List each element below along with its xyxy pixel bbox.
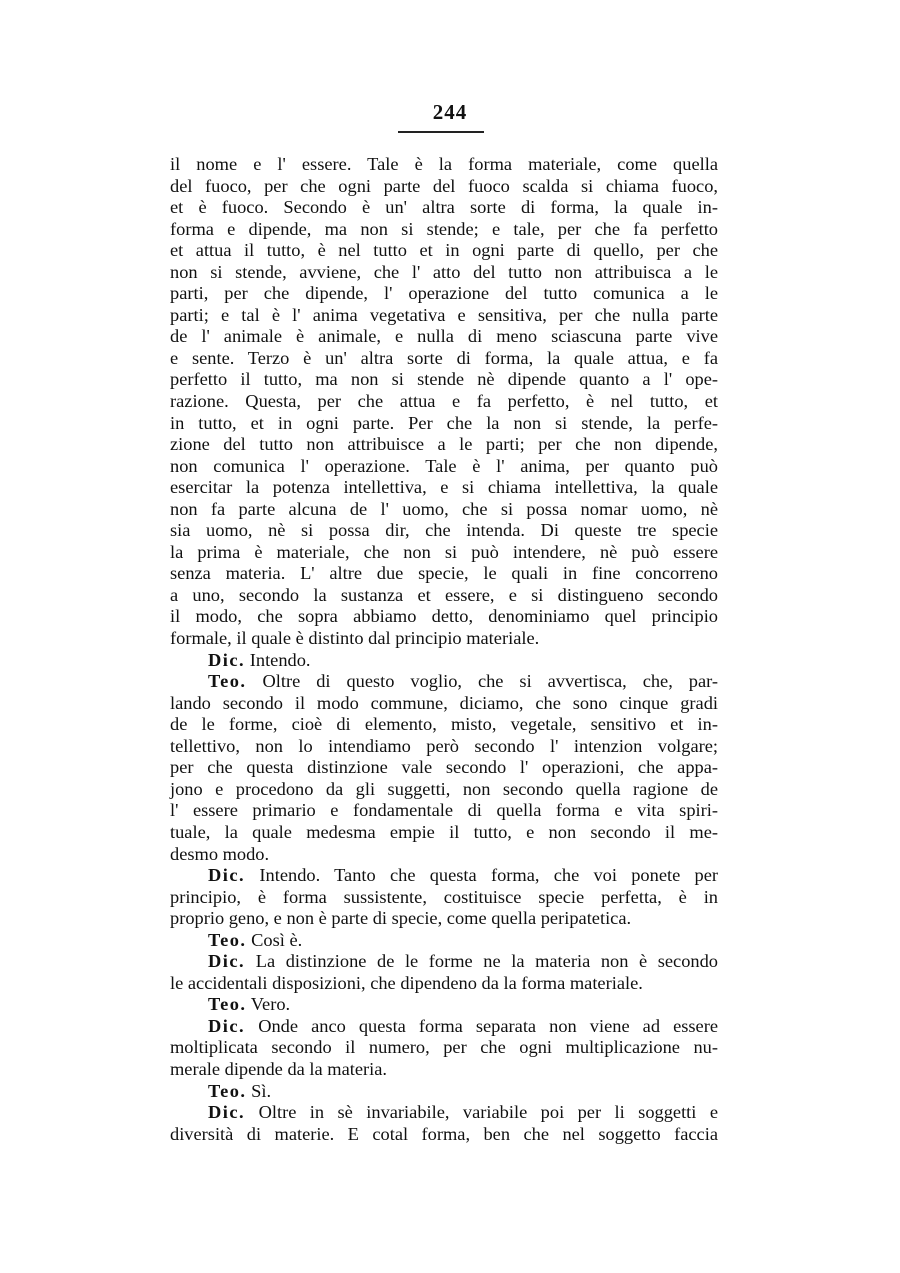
- line-text: il modo, che sopra abbiamo detto, denominiamo quel principio: [170, 606, 718, 627]
- line-text: non si stende, avviene, che l' atto del tutto non attribuisca a le: [170, 261, 718, 282]
- line-text: et attua il tutto, è nel tutto et in ogni parte di quello, per che: [170, 240, 718, 261]
- text-line: [170, 1124, 718, 1146]
- page-number-rule: [398, 131, 484, 133]
- text-line: [170, 413, 718, 435]
- text-line: [170, 800, 718, 822]
- line-text: parti, per che dipende, l' operazione del tutto comunica a le: [170, 283, 718, 304]
- text-line: [170, 391, 718, 413]
- text-line: [170, 326, 718, 348]
- text-line: [170, 434, 718, 456]
- text-line: [170, 477, 718, 499]
- line-text: tuale, la quale medesma empie il tutto, e non secondo il me-: [170, 821, 718, 842]
- text-line: [170, 671, 718, 693]
- speaker-label: Dic.: [208, 1102, 246, 1123]
- text-line: [170, 369, 718, 391]
- line-text: Onde anco questa forma separata non viene ad essere: [245, 1015, 718, 1036]
- text-line: [170, 585, 718, 607]
- line-text: Così è.: [246, 929, 303, 950]
- text-line: [170, 693, 718, 715]
- line-text: per che questa distinzione vale secondo l' operazioni, che appa-: [170, 757, 718, 778]
- text-line: [170, 887, 718, 909]
- text-line: [170, 1037, 718, 1059]
- speaker-label: Dic.: [208, 1015, 246, 1036]
- text-line: [170, 348, 718, 370]
- line-text: Vero.: [246, 994, 291, 1015]
- text-line: [170, 1059, 718, 1081]
- text-line: [170, 994, 718, 1016]
- line-text: desmo modo.: [170, 843, 270, 864]
- text-line: [170, 154, 718, 176]
- line-text: a uno, secondo la sustanza et essere, e si distingueno secondo: [170, 584, 718, 605]
- line-text: non fa parte alcuna de l' uomo, che si possa nomar uomo, nè: [170, 498, 718, 519]
- line-text: La distinzione de le forme ne la materia non è secondo: [245, 951, 718, 972]
- line-text: moltiplicata secondo il numero, per che ogni multiplicazione nu-: [170, 1037, 718, 1058]
- text-line: [170, 262, 718, 284]
- text-line: [170, 1102, 718, 1124]
- line-text: parti; e tal è l' anima vegetativa e sensitiva, per che nulla parte: [170, 304, 718, 325]
- line-text: Intendo. Tanto che questa forma, che voi ponete per: [245, 865, 718, 886]
- text-line: [170, 908, 718, 930]
- text-line: [170, 779, 718, 801]
- text-line: [170, 951, 718, 973]
- line-text: in tutto, et in ogni parte. Per che la non si stende, la perfe-: [170, 412, 718, 433]
- text-line: [170, 757, 718, 779]
- text-line: [170, 865, 718, 887]
- line-text: Intendo.: [245, 649, 311, 670]
- speaker-label: Teo.: [208, 1080, 247, 1101]
- line-text: perfetto il tutto, ma non si stende nè dipende quanto a l' ope-: [170, 369, 718, 390]
- line-text: sia uomo, nè si possa dir, che intenda. Di queste tre specie: [170, 520, 718, 541]
- line-text: formale, il quale è distinto dal principio materiale.: [170, 628, 540, 649]
- line-text: zione del tutto non attribuisce a le parti; per che non dipende,: [170, 434, 718, 455]
- line-text: principio, è forma sussistente, costituisce specie perfetta, è in: [170, 886, 718, 907]
- speaker-label: Teo.: [208, 929, 247, 950]
- line-text: razione. Questa, per che attua e fa perfetto, è nel tutto, et: [170, 391, 718, 412]
- text-line: [170, 628, 718, 650]
- line-text: diversità di materie. E cotal forma, ben che nel soggetto faccia: [170, 1123, 718, 1144]
- text-line: [170, 844, 718, 866]
- text-line: [170, 714, 718, 736]
- speaker-label: Teo.: [208, 994, 247, 1015]
- line-text: jono e procedono da gli suggetti, non secondo quella ragione de: [170, 778, 718, 799]
- line-text: non comunica l' operazione. Tale è l' anima, per quanto può: [170, 455, 718, 476]
- line-text: et è fuoco. Secondo è un' altra sorte di forma, la quale in-: [170, 197, 718, 218]
- text-line: [170, 1081, 718, 1103]
- line-text: esercitar la potenza intellettiva, e si chiama intellettiva, la quale: [170, 477, 718, 498]
- line-text: merale dipende da la materia.: [170, 1058, 387, 1079]
- text-line: [170, 197, 718, 219]
- text-line: [170, 499, 718, 521]
- line-text: il nome e l' essere. Tale è la forma materiale, come quella: [170, 154, 718, 174]
- line-text: forma e dipende, ma non si stende; e tale, per che fa perfetto: [170, 218, 718, 239]
- line-text: l' essere primario e fondamentale di quella forma e vita spiri-: [170, 800, 718, 821]
- speaker-label: Teo.: [208, 671, 247, 692]
- line-text: proprio geno, e non è parte di specie, come quella peripatetica.: [170, 908, 632, 929]
- speaker-label: Dic.: [208, 951, 246, 972]
- text-line: [170, 305, 718, 327]
- text-line: [170, 219, 718, 241]
- speaker-label: Dic.: [208, 649, 246, 670]
- line-text: lando secondo il modo commune, diciamo, che sono cinque gradi: [170, 692, 718, 713]
- line-text: la prima è materiale, che non si può intendere, nè può essere: [170, 541, 718, 562]
- text-line: [170, 176, 718, 198]
- line-text: Oltre in sè invariabile, variabile poi per li soggetti e: [245, 1102, 718, 1123]
- text-line: [170, 283, 718, 305]
- text-line: [170, 1016, 718, 1038]
- line-text: e sente. Terzo è un' altra sorte di forma, la quale attua, e fa: [170, 347, 718, 368]
- text-line: [170, 563, 718, 585]
- text-line: [170, 520, 718, 542]
- line-text: del fuoco, per che ogni parte del fuoco scalda si chiama fuoco,: [170, 175, 718, 196]
- line-text: Oltre di questo voglio, che si avvertisca, che, par-: [246, 671, 718, 692]
- text-line: [170, 973, 718, 995]
- line-text: de l' animale è animale, e nulla di meno sciascuna parte vive: [170, 326, 718, 347]
- text-line: [170, 606, 718, 628]
- line-text: le accidentali disposizioni, che dipendeno da la forma materiale.: [170, 972, 643, 993]
- text-line: [170, 542, 718, 564]
- line-text: senza materia. L' altre due specie, le quali in fine concorreno: [170, 563, 718, 584]
- text-line: [170, 240, 718, 262]
- text-line: [170, 930, 718, 952]
- text-line: [170, 456, 718, 478]
- line-text: tellettivo, non lo intendiamo però secondo l' intenzion volgare;: [170, 735, 718, 756]
- line-text: Sì.: [246, 1080, 272, 1101]
- text-line: [170, 650, 718, 672]
- body-text: [170, 154, 718, 1145]
- text-line: [170, 822, 718, 844]
- page-number: 244: [432, 100, 468, 124]
- text-line: [170, 736, 718, 758]
- speaker-label: Dic.: [208, 865, 246, 886]
- line-text: de le forme, cioè di elemento, misto, vegetale, sensitivo et in-: [170, 714, 718, 735]
